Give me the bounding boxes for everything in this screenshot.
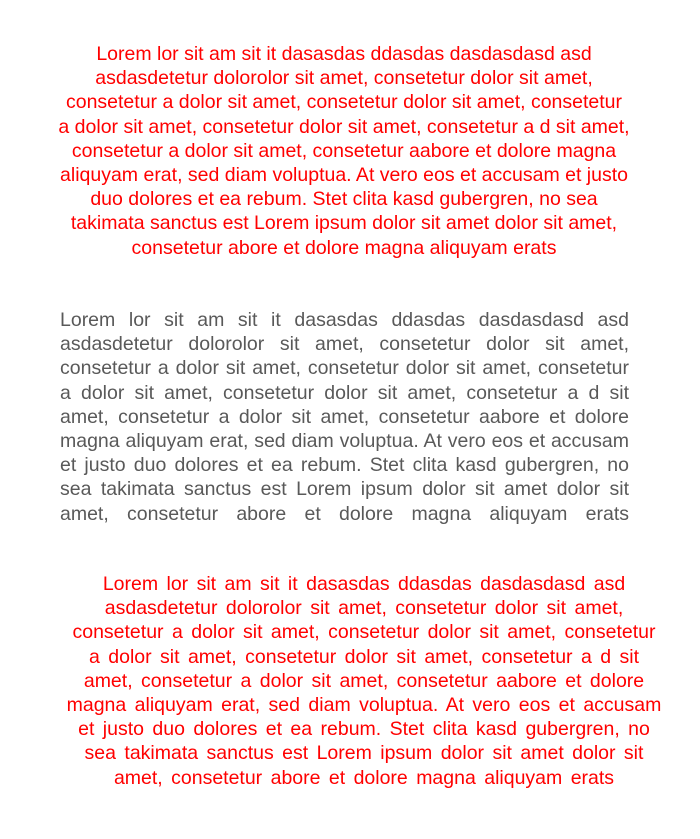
paragraph-gray-justified: Lorem lor sit am sit it dasasdas ddasdas dasdasdasd asd asdasdetetur dolorolor sit amet, consetetur dolor sit amet, consetetur a dolor sit amet, consetetur dolor sit amet, consetetur a dolor sit amet, consetetur dolor sit amet, consetetur a d sit amet, consetetur a dolor sit amet, consetetur aabore et dolore magna aliquyam erat, sed diam voluptua. At vero eos et accusam et justo duo dolores et ea rebum. Stet clita kasd gubergren, no sea takimata sanctus est Lorem ipsum dolor sit amet dolor sit amet, consetetur abore et dolore magna aliquyam erats <box>60 309 629 525</box>
paragraph-red-centered: Lorem lor sit am sit it dasasdas ddasdas dasdasdasd asd asdasdetetur dolorolor sit amet, consetetur dolor sit amet, consetetur a dolor sit amet, consetetur dolor sit amet, consetetur a dolor sit amet, consetetur dolor sit amet, consetetur a d sit amet, consetetur a dolor sit amet, consetetur aabore et dolore magna aliquyam erat, sed diam voluptua. At vero eos et accusam et justo duo dolores et ea rebum. Stet clita kasd gubergren, no sea takimata sanctus est Lorem ipsum dolor sit amet dolor sit amet, consetetur abore et dolore magna aliquyam erats <box>58 43 630 259</box>
paragraph-red-centered-spaced: Lorem lor sit am sit it dasasdas ddasdas dasdasdasd asd asdasdetetur dolorolor sit amet, consetetur dolor sit amet, consetetur a dolor sit amet, consetetur dolor sit amet, consetetur a dolor sit amet, consetetur dolor sit amet, consetetur a d sit amet, consetetur a dolor sit amet, consetetur aabore et dolore magna aliquyam erat, sed diam voluptua. At vero eos et accusam et justo duo dolores et ea rebum. Stet clita kasd gubergren, no sea takimata sanctus est Lorem ipsum dolor sit amet dolor sit amet, consetetur abore et dolore magna aliquyam erats <box>66 573 662 789</box>
